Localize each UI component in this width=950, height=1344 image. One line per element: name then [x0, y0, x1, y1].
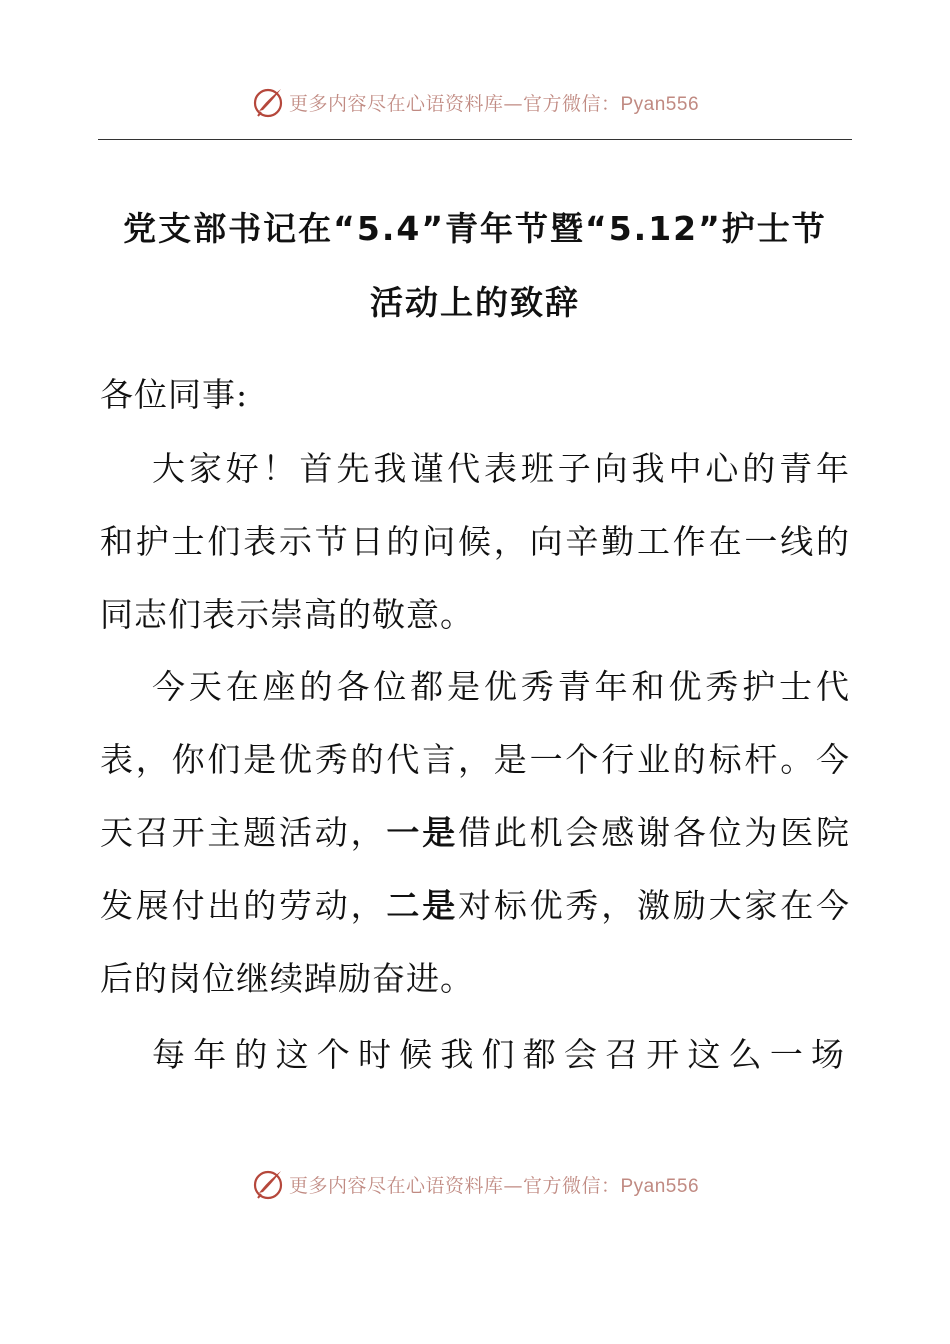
banner-wechat-id: Pyan556: [620, 1175, 700, 1197]
paragraph-3: [100, 1018, 850, 1091]
header-divider: [98, 139, 852, 140]
bold-marker-first: 一是: [386, 813, 459, 852]
text-segment: 发展付出的劳动，: [100, 886, 387, 925]
text-segment: 对标优秀，激励大家在今: [458, 886, 851, 925]
paragraph-2: [100, 650, 850, 1015]
quill-pen-logo-icon: [251, 1167, 285, 1201]
title-line-1: 党支部书记在“5.4”青年节暨“5.12”护士节: [123, 209, 827, 248]
salutation: 各位同事:: [100, 375, 249, 414]
paragraph-1: [100, 432, 850, 651]
text-segment: 天召开主题活动，: [100, 813, 387, 852]
banner-text: [289, 89, 699, 116]
bold-marker-second: 二是: [386, 886, 459, 925]
banner-promo-text: 更多内容尽在心语资料库—官方微信：: [288, 1174, 621, 1197]
banner-text: [289, 1171, 699, 1198]
document-title: [98, 192, 852, 340]
text-segment: 借此机会感谢各位为医院: [458, 813, 851, 852]
banner-wechat-id: Pyan556: [620, 93, 700, 115]
footer-banner: [0, 1164, 950, 1204]
header-banner: [0, 82, 950, 122]
paragraph-line: [100, 869, 850, 942]
paragraph-line: 后的岗位继续踔励奋进。: [100, 959, 474, 998]
paragraph-line: 今天在座的各位都是优秀青年和优秀护士代: [152, 667, 850, 706]
title-line-2: 活动上的致辞: [370, 283, 580, 322]
paragraph-line: 大家好！首先我谨代表班子向我中心的青年: [152, 449, 850, 488]
paragraph-line: 表，你们是优秀的代言，是一个行业的标杆。今: [100, 740, 850, 779]
paragraph-line: 同志们表示崇高的敬意。: [100, 595, 474, 634]
paragraph-line: 和护士们表示节日的问候，向辛勤工作在一线的: [100, 522, 850, 561]
paragraph-line: 每年的这个时候我们都会召开这么一场: [152, 1035, 850, 1074]
paragraph-line: [100, 796, 850, 869]
banner-promo-text: 更多内容尽在心语资料库—官方微信：: [288, 92, 621, 115]
quill-pen-logo-icon: [251, 85, 285, 119]
